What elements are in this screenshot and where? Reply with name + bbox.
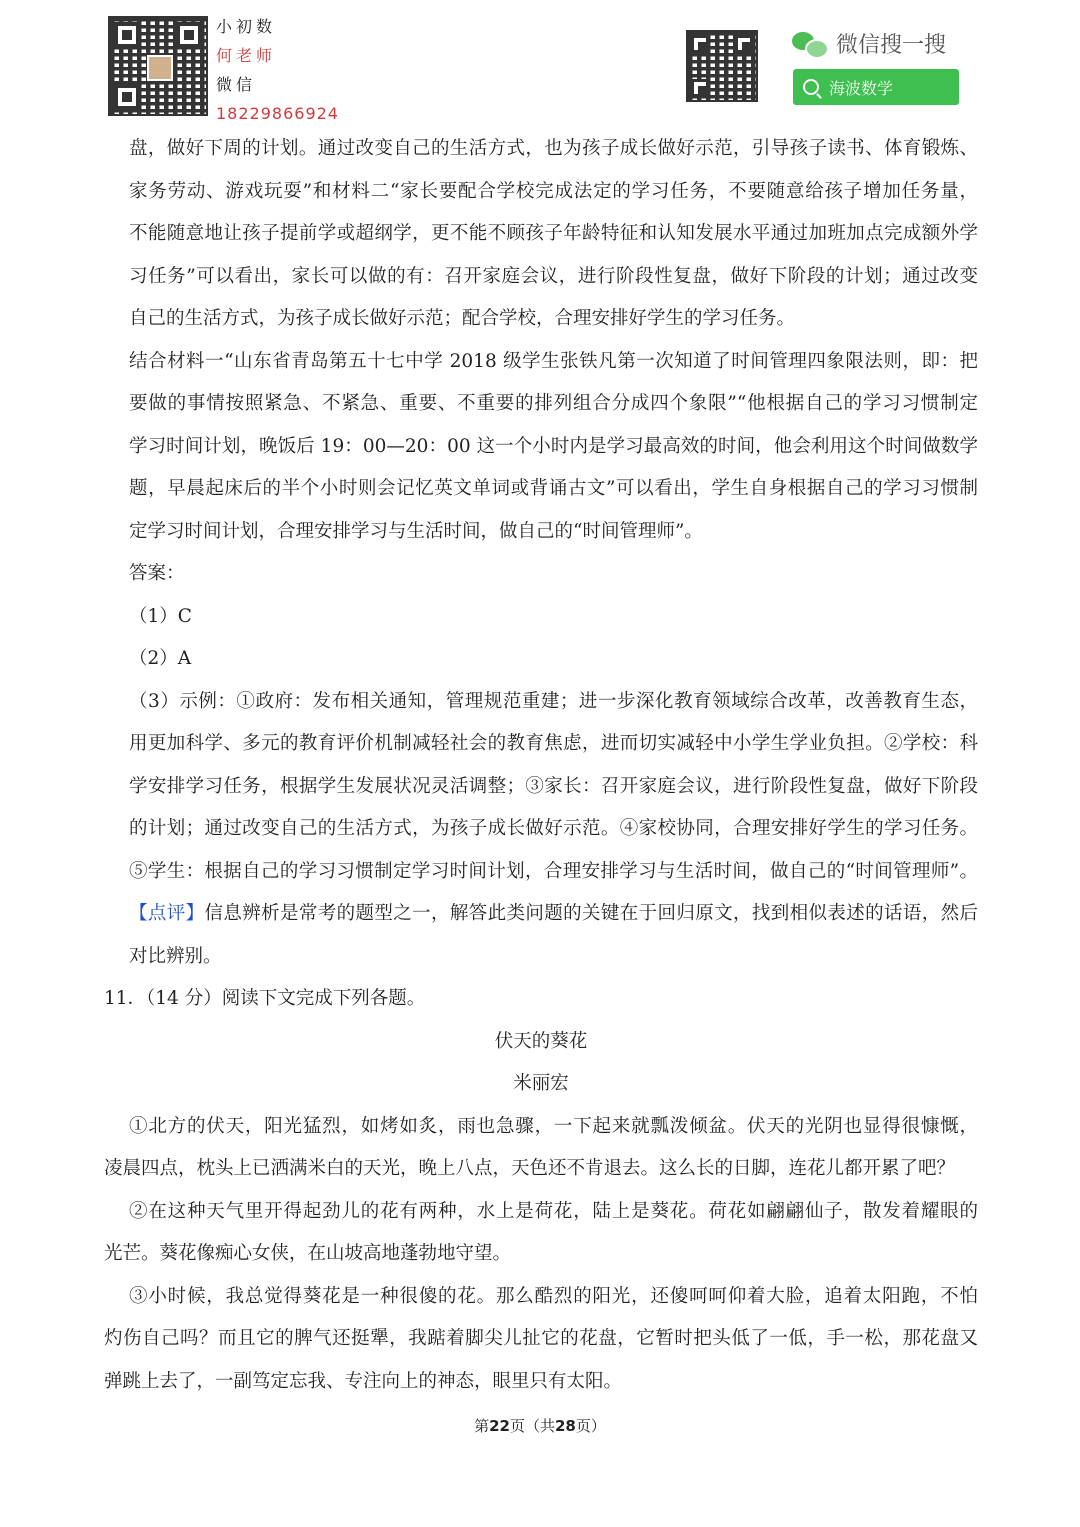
- text-line: 题，早晨起床后的半个小时则会记忆英文单词或背诵古文”可以看出，学生自身根据自己的学习习惯制: [129, 478, 978, 499]
- answer-3-line: ⑤学生：根据自己的学习习惯制定学习时间计划，合理安排学习与生活时间，做自己的“时间管理师”。: [129, 860, 978, 882]
- page-number: 22: [489, 1417, 510, 1435]
- answer-3-line: 学安排学习任务，根据学生发展状况灵活调整；③家长：召开家庭会议，进行阶段性复盘，做好下阶段: [129, 775, 978, 797]
- contact-info: [216, 12, 339, 128]
- comment-line: [129, 893, 978, 936]
- contact-phone: 18229866924: [216, 104, 339, 123]
- answer-3-line: 的计划；通过改变自己的生活方式，为孩子成长做好示范。④家校协同，合理安排好学生的学习任务。: [129, 818, 978, 839]
- comment-text: 信息辨析是常考的题型之一，解答此类问题的关键在于回归原文，找到相似表述的话语，然后: [204, 903, 978, 924]
- page-footer: [0, 1415, 1080, 1436]
- text-line: ②在这种天气里开得起劲儿的花有两种，水上是荷花，陆上是葵花。荷花如翩翩仙子，散发着耀眼的: [129, 1200, 978, 1222]
- comment-tag: 【点评】: [129, 903, 205, 924]
- text-line: 定学习时间计划，合理安排学习与生活时间，做自己的“时间管理师”。: [129, 520, 703, 542]
- text-line: ③小时候，我总觉得葵花是一种很傻的花。那么酷烈的阳光，还傻呵呵仰着大脸，追着太阳跑，不怕: [129, 1285, 978, 1307]
- text-line: 自己的生活方式，为孩子成长做好示范；配合学校，合理安排好学生的学习任务。: [129, 308, 796, 329]
- contact-line: 何老师: [216, 46, 277, 65]
- answer-3-line: 用更加科学、多元的教育评价机制减轻社会的教育焦虑，进而切实减轻中小学生学业负担。②学校：科: [129, 733, 978, 754]
- comment-line: 对比辨别。: [129, 945, 222, 967]
- essay-author: 米丽宏: [513, 1073, 569, 1094]
- answer-1: （1）C: [129, 605, 192, 627]
- text-line: 家务劳动、游戏玩耍”和材料二“家长要配合学校完成法定的学习任务，不要随意给孩子增加任务量，: [129, 180, 978, 202]
- text-line: 光芒。葵花像痴心女侠，在山坡高地蓬勃地守望。: [104, 1243, 512, 1264]
- qr-code-contact: [108, 16, 208, 116]
- contact-line: 微信: [216, 75, 257, 94]
- essay-paragraph-3: [104, 1276, 978, 1404]
- footer-suffix: 页）: [575, 1417, 606, 1435]
- essay-paragraph-2: [104, 1191, 978, 1276]
- essay-paragraph-1: [104, 1106, 978, 1191]
- page-total: 28: [555, 1417, 576, 1435]
- wechat-search-button[interactable]: [793, 69, 959, 105]
- essay-title: 伏天的葵花: [494, 1030, 588, 1052]
- text-line: 学习时间计划，晚饭后 19：00—20：00 这一个小时内是学习最高效的时间，他会利用这个时间做数学: [129, 435, 978, 457]
- search-label: 海波数学: [829, 78, 894, 98]
- footer-prefix: 第: [474, 1417, 490, 1435]
- qr-code-wechat: [686, 30, 758, 102]
- text-line: 灼伤自己吗？而且它的脾气还挺犟，我踮着脚尖儿扯它的花盘，它暂时把头低了一低，手一松，那花盘又: [104, 1328, 978, 1349]
- text-line: 结合材料一“山东省青岛第五十七中学 2018 级学生张铁凡第一次知道了时间管理四象限法则，即：把: [129, 350, 978, 372]
- answer-section: [104, 553, 978, 978]
- page-header: [0, 0, 1080, 130]
- text-line: ①北方的伏天，阳光猛烈，如烤如炙，雨也急骤，一下起来就瓢泼倾盆。伏天的光阴也显得很慷慨，: [129, 1115, 978, 1137]
- answer-2: （2）A: [129, 648, 192, 669]
- avatar: [147, 55, 173, 81]
- wechat-title-text: 微信搜一搜: [836, 33, 947, 58]
- contact-line: 小初数: [216, 17, 277, 36]
- paragraph: [104, 128, 978, 341]
- wechat-search-title: [792, 28, 946, 59]
- text-line: 习任务”可以看出，家长可以做的有：召开家庭会议，进行阶段性复盘，做好下阶段的计划；通过改变: [129, 265, 978, 287]
- question-11-heading: 11．（14 分）阅读下文完成下列各题。: [104, 988, 426, 1009]
- answer-label: 答案：: [129, 563, 185, 584]
- text-line: 凌晨四点，枕头上已洒满米白的天光，晚上八点，天色还不肯退去。这么长的日脚，连花儿都开累了吧？: [104, 1158, 956, 1179]
- text-line: 不能随意地让孩子提前学或超纲学，更不能不顾孩子年龄特征和认知发展水平通过加班加点完成额外学: [129, 223, 978, 244]
- search-icon: [803, 79, 819, 95]
- footer-mid: 页（共: [509, 1417, 555, 1435]
- answer-3-line: （3）示例：①政府：发布相关通知，管理规范重建；进一步深化教育领域综合改革，改善教育生态，: [129, 690, 978, 712]
- document-body: [104, 128, 978, 1403]
- text-line: 要做的事情按照紧急、不紧急、重要、不重要的排列组合分成四个象限”“他根据自己的学习习惯制定: [129, 393, 978, 414]
- wechat-logo-icon: [792, 30, 826, 58]
- text-line: 弹跳上去了，一副笃定忘我、专注向上的神态，眼里只有太阳。: [104, 1370, 623, 1392]
- text-line: 盘，做好下周的计划。通过改变自己的生活方式，也为孩子成长做好示范，引导孩子读书、体育锻炼、: [129, 138, 978, 159]
- paragraph: [104, 341, 978, 554]
